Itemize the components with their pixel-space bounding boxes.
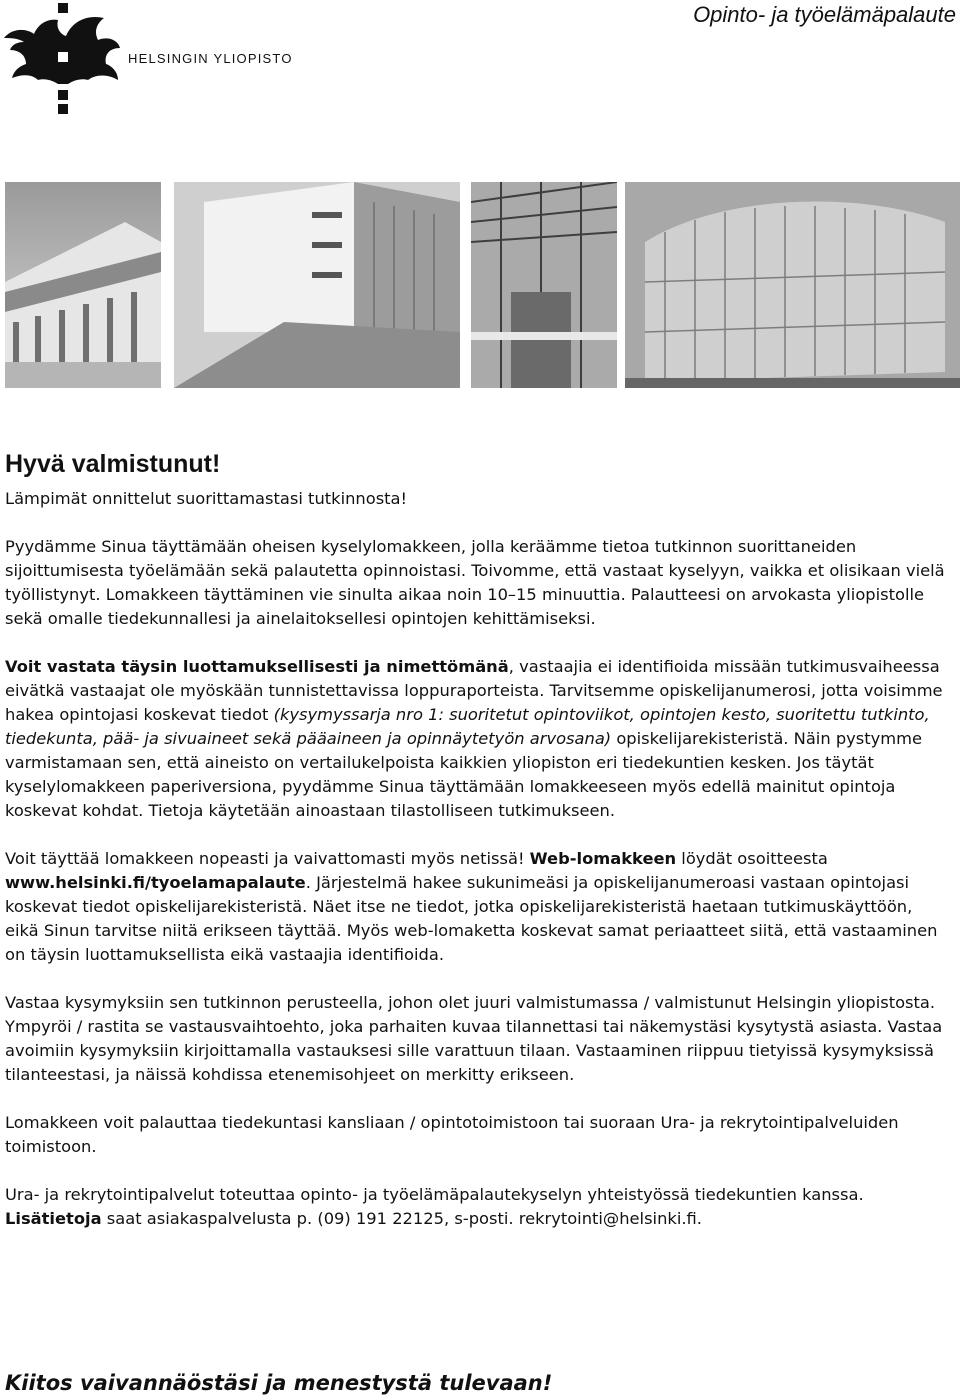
closing-line: Kiitos vaivannäöstäsi ja menestystä tulevaan! [5, 1371, 553, 1395]
flame-emblem-icon [0, 0, 125, 120]
logo-text: HELSINGIN YLIOPISTO [128, 51, 293, 66]
web-form-emphasis: Web-lomakkeen [529, 849, 677, 868]
campus-photo-strip [5, 182, 960, 388]
letter-body [5, 448, 945, 1231]
photo-main-building [5, 182, 161, 388]
paragraph-instructions: Vastaa kysymyksiin sen tutkinnon perusteella, johon olet juuri valmistumassa / valmistunut Helsingin yliopistosta. Ympyröi / rastita se vastausvaihtoehto, joka parhaiten kuvaa tilannettasi tai näkemystäsi kysytystä asiasta. Vastaa avoimiin kysymyksiin kirjoittamalla vastauksesi sille varattuun tilaan. Vastaaminen riippuu tietyissä kysymyksissä tilanteestasi, ja näissä kohdissa etenemisohjeet on merkitty erikseen. [5, 993, 943, 1084]
photo-modern-building [174, 182, 460, 388]
paragraph-confidentiality: Voit vastata täysin luottamuksellisesti ja nimettömänä, vastaajia ei identifioida missään tutkimusvaiheessa eivätkä vastaajat ole myöskään tunnistettavissa loppuraporteista. Tarvitsemme opiskelijanumerosi, jotta voisimme hakea opintojasi koskevat tiedot (kysymyssarja nro 1: suoritetut opintoviikot, opintojen kesto, suoritettu tutkinto, tiedekunta, pää- ja sivuaineet sekä pääaineen ja opinnäytetyön arvosana) opiskelijarekisteristä. Näin pystymme varmistamaan sen, että aineisto on vertailukelpoista kaikkien yliopiston eri tiedekuntien kesken. Jos täytät kyselylomakkeen paperiversiona, pyydämme Sinua täyttämään lomakkeeseen myös edellä mainitut opintoja koskevat kohdat. Tietoja käytetään ainoastaan tilastolliseen tutkimukseen. [5, 657, 943, 820]
greeting-heading: Hyvä valmistunut! [5, 450, 221, 478]
university-logo [0, 0, 310, 120]
document-title: Opinto- ja työelämäpalaute [693, 2, 956, 27]
confidentiality-emphasis: Voit vastata täysin luottamuksellisesti ja nimettömänä [5, 657, 509, 676]
paragraph-return: Lomakkeen voit palauttaa tiedekuntasi kansliaan / opintotoimistoon tai suoraan Ura- ja rekrytointipalveluiden toimistoon. [5, 1113, 899, 1156]
photo-atrium [471, 182, 617, 388]
photo-round-building [625, 182, 960, 388]
more-info-emphasis: Lisätietoja [5, 1209, 102, 1228]
paragraph-intro: Pyydämme Sinua täyttämään oheisen kyselylomakkeen, jolla keräämme tietoa tutkinnon suorittaneiden sijoittumisesta työelämään sekä palautetta opinnoistasi. Toivomme, että vastaat kyselyyn, vaikka et olisikaan vielä työllistynyt. Lomakkeen täyttäminen vie sinulta aikaa noin 10–15 minuuttia. Palautteesi on arvokasta yliopistolle sekä omalle tiedekunnallesi ja ainelaitoksellesi opintojen kehittämiseksi. [5, 537, 945, 628]
question-series-note: (kysymyssarja nro 1: suoritetut opintoviikot, opintojen kesto, suoritettu tutkinto, tiedekunta, pää- ja sivuaineet sekä pääaineen ja opinnäytetyön arvosana) [5, 705, 930, 748]
paragraph-contact: Ura- ja rekrytointipalvelut toteuttaa opinto- ja työelämäpalautekyselyn yhteistyössä tiedekuntien kanssa. Lisätietoja saat asiakaspalvelusta p. (09) 191 22125, s-posti. rekrytointi@helsinki.fi. [5, 1185, 864, 1228]
web-form-link[interactable]: www.helsinki.fi/tyoelamapalaute [5, 873, 306, 892]
paragraph-web-form: Voit täyttää lomakkeen nopeasti ja vaivattomasti myös netissä! Web-lomakkeen löydät osoitteesta www.helsinki.fi/tyoelamapalaute. Järjestelmä hakee sukunimeäsi ja opiskelijanumeroasi vastaan opintojasi koskevat tiedot opiskelijarekisteristä. Näet itse ne tiedot, jotka opiskelijarekisteristä haetaan tutkimuskäyttöön, eikä Sinun tarvitse niitä erikseen täyttää. Myös web-lomaketta koskevat samat periaatteet siitä, että vastaaminen on täysin luottamuksellista eikä vastaajia identifioida. [5, 849, 938, 964]
congratulations-line: Lämpimät onnittelut suorittamastasi tutkinnosta! [5, 489, 408, 508]
